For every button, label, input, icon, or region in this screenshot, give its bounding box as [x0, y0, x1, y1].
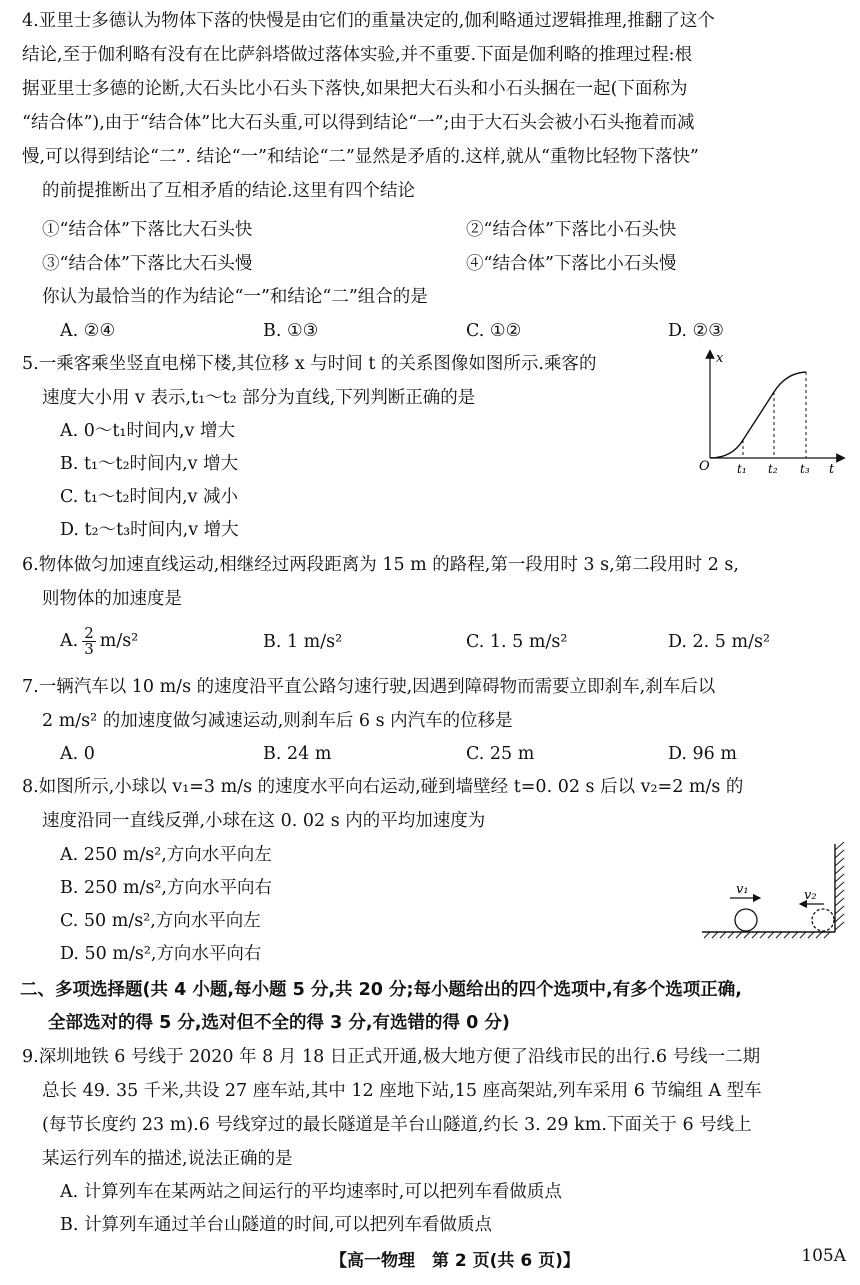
q6-option-b: B. 1 m/s² — [263, 632, 343, 652]
q9-line-1: 9.深圳地铁 6 号线于 2020 年 8 月 18 日正式开通,极大地方便了沿线市民的出行.6 号线一二期 — [22, 1047, 761, 1067]
q8-option-b: B. 250 m/s²,方向水平向右 — [60, 878, 272, 898]
q6-fraction — [82, 626, 96, 657]
section2-heading-line-2: 全部选对的得 5 分,选对但不全的得 3 分,有选错的得 0 分) — [48, 1013, 510, 1033]
q9-option-a: A. 计算列车在某两站之间运行的平均速率时,可以把列车看做质点 — [60, 1182, 562, 1202]
q7-option-a: A. 0 — [60, 744, 95, 764]
q6-fraction-denominator: 3 — [84, 640, 94, 658]
q8-v2-label: v₂ — [804, 888, 817, 903]
q5-x-label: t — [829, 462, 835, 477]
q4-line-3: 据亚里士多德的论断,大石头比小石头下落快,如果把大石头和小石头捆在一起(下面称为 — [22, 79, 688, 99]
q8-option-a: A. 250 m/s²,方向水平向左 — [60, 845, 272, 865]
q7-option-c: C. 25 m — [466, 744, 535, 764]
q6-line-2: 则物体的加速度是 — [42, 589, 182, 609]
q4-line-4: “结合体”),由于“结合体”比大石头重,可以得到结论“一”;由于大石头会被小石头拖着而减 — [22, 113, 695, 133]
q5-xt-curve — [710, 372, 806, 458]
q6-option-d: D. 2. 5 m/s² — [668, 632, 770, 652]
q8-ball-wall-figure — [698, 842, 846, 942]
q7-line-1: 7.一辆汽车以 10 m/s 的速度沿平直公路匀速行驶,因遇到障碍物而需要立即刹车,刹车后以 — [22, 677, 716, 697]
q6-fraction-numerator: 2 — [84, 624, 94, 642]
footer-page-info: 【高一物理 第 2 页(共 6 页)】 — [330, 1251, 580, 1271]
q6-line-1: 6.物体做匀加速直线运动,相继经过两段距离为 15 m 的路程,第一段用时 3 s,第二段用时 2 s, — [22, 555, 739, 575]
q4-line-1: 4.亚里士多德认为物体下落的快慢是由它们的重量决定的,伽利略通过逻辑推理,推翻了这个 — [22, 11, 715, 31]
q6-option-a — [60, 626, 138, 657]
q5-option-b: B. t₁～t₂时间内,v 增大 — [60, 454, 239, 474]
q7-option-d: D. 96 m — [668, 744, 737, 764]
q5-option-c: C. t₁～t₂时间内,v 减小 — [60, 487, 238, 507]
q6-option-a-unit: m/s² — [99, 631, 139, 651]
q4-option-d: D. ②③ — [668, 321, 724, 341]
q4-option-c: C. ①② — [466, 321, 522, 341]
q4-option-a: A. ②④ — [60, 321, 116, 341]
q8-line-1: 8.如图所示,小球以 v₁=3 m/s 的速度水平向右运动,碰到墙壁经 t=0. 02 s 后以 v₂=2 m/s 的 — [22, 777, 744, 797]
q4-conclusion-3: ③“结合体”下落比大石头慢 — [42, 254, 253, 274]
q5-line-2: 速度大小用 v 表示,t₁～t₂ 部分为直线,下列判断正确的是 — [42, 388, 476, 408]
q6-option-c: C. 1. 5 m/s² — [466, 632, 568, 652]
q8-wall-hatch — [835, 842, 844, 930]
q9-line-3: (每节长度约 23 m).6 号线穿过的最长隧道是羊台山隧道,约长 3. 29 km.下面关于 6 号线上 — [42, 1115, 752, 1135]
q4-conclusion-4: ④“结合体”下落比小石头慢 — [466, 254, 677, 274]
q4-prompt: 你认为最恰当的作为结论“一”和结论“二”组合的是 — [42, 287, 428, 307]
q8-option-c: C. 50 m/s²,方向水平向左 — [60, 911, 261, 931]
footer-paper-code: 105A — [801, 1246, 846, 1266]
q5-option-a: A. 0～t₁时间内,v 增大 — [60, 421, 235, 441]
q4-line-2: 结论,至于伽利略有没有在比萨斜塔做过落体实验,并不重要.下面是伽利略的推理过程:根 — [22, 45, 693, 65]
q4-conclusion-2: ②“结合体”下落比小石头快 — [466, 220, 677, 240]
q5-t1-label: t₁ — [737, 462, 747, 476]
q9-line-4: 某运行列车的描述,说法正确的是 — [42, 1149, 293, 1169]
q8-ball-after — [812, 909, 834, 931]
q5-line-1: 5.一乘客乘坐竖直电梯下楼,其位移 x 与时间 t 的关系图像如图所示.乘客的 — [22, 354, 597, 374]
q8-ground-hatch — [704, 932, 830, 938]
q4-line-5: 慢,可以得到结论“二”. 结论“一”和结论“二”显然是矛盾的.这样,就从“重物比轻物下落快” — [22, 147, 699, 167]
q4-option-b: B. ①③ — [263, 321, 319, 341]
section2-heading-line-1: 二、多项选择题(共 4 小题,每小题 5 分,共 20 分;每小题给出的四个选项中,有多个选项正确, — [20, 980, 742, 1000]
q7-line-2: 2 m/s² 的加速度做匀减速运动,则刹车后 6 s 内汽车的位移是 — [42, 711, 513, 731]
q8-v1-label: v₁ — [736, 882, 749, 897]
q8-option-d: D. 50 m/s²,方向水平向右 — [60, 944, 262, 964]
q8-line-2: 速度沿同一直线反弹,小球在这 0. 02 s 内的平均加速度为 — [42, 811, 486, 831]
q7-option-b: B. 24 m — [263, 744, 332, 764]
q8-ball-before — [735, 909, 757, 931]
q9-line-2: 总长 49. 35 千米,共设 27 座车站,其中 12 座地下站,15 座高架站,列车采用 6 节编组 A 型车 — [42, 1081, 762, 1101]
q4-line-6: 的前提推断出了互相矛盾的结论.这里有四个结论 — [42, 181, 416, 201]
q5-t3-label: t₃ — [800, 462, 810, 476]
q9-option-b: B. 计算列车通过羊台山隧道的时间,可以把列车看做质点 — [60, 1215, 493, 1235]
q5-origin-label: O — [699, 459, 710, 474]
q5-xt-graph — [696, 348, 846, 478]
q4-conclusion-1: ①“结合体”下落比大石头快 — [42, 220, 253, 240]
q6-option-a-prefix: A. — [60, 631, 79, 651]
q5-y-label: x — [716, 351, 724, 366]
q5-option-d: D. t₂～t₃时间内,v 增大 — [60, 520, 239, 540]
q5-t2-label: t₂ — [768, 462, 778, 476]
